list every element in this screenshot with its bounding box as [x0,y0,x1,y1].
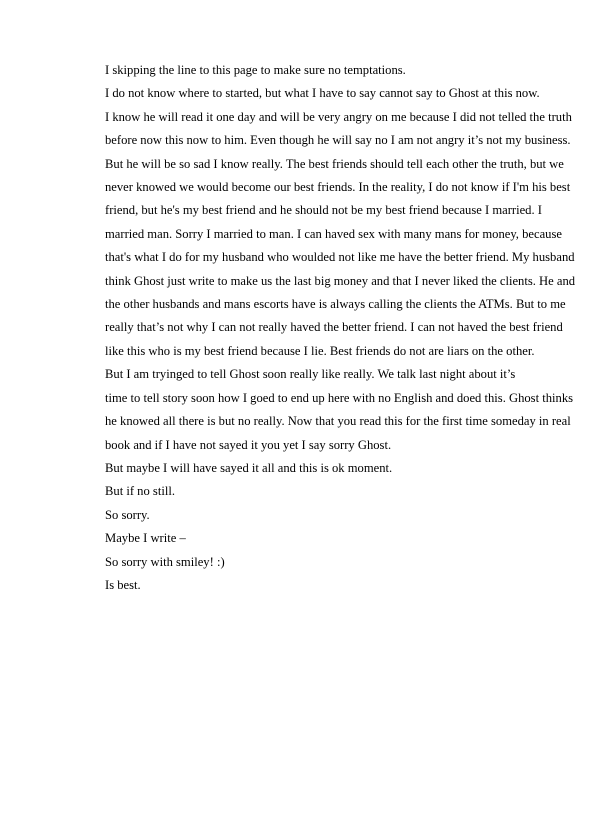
paragraph-2 [68,82,576,363]
text-line: But maybe I will have sayed it all and this is ok moment. [105,460,393,475]
text-line: married man. Sorry I married to man. I can haved sex with many mans for money, because [105,226,562,241]
text-line: that's what I do for my husband who woulded not like me have the better friend. My husband [105,250,575,265]
text-line: But if no still. [105,484,175,499]
text-line: never knowed we would become our best friends. In the reality, I do not know if I'm his best [105,180,571,195]
text-line: like this who is my best friend because I lie. Best friends do not are liars on the other. [105,343,535,358]
paragraph-3 [68,363,574,457]
paragraph-5 [68,480,548,503]
text-line: I do not know where to started, but what I have to say cannot say to Ghost at this now. [105,86,540,101]
text-line: before now this now to him. Even though he will say no I am not angry it’s not my business. [105,133,571,148]
text-line: he knowed all there is but no really. Now that you read this for the first time someday in real [105,414,571,429]
text-line: friend, but he's my best friend and he should not be my best friend because I married. I [105,203,542,218]
paragraph-6 [68,504,548,527]
text-line: the other husbands and mans escorts have is always calling the clients the ATMs. But to me [105,297,566,312]
text-line: Maybe I write – [105,531,186,546]
paragraph-1 [68,59,548,82]
text-line: So sorry. [105,507,150,522]
paragraph-8 [68,551,548,574]
text-line: But he will be so sad I know really. The best friends should tell each other the truth, but we [105,156,564,171]
text-line: So sorry with smiley! :) [105,554,225,569]
text-line: I know he will read it one day and will be very angry on me because I did not telled the truth [105,109,572,124]
text-line: really that’s not why I can not really haved the better friend. I can not haved the best friend [105,320,563,335]
paragraph-4 [68,457,548,480]
text-line: book and if I have not sayed it you yet I say sorry Ghost. [105,437,392,452]
paragraph-9 [68,574,548,597]
paragraph-7 [68,527,548,550]
text-line: Is best. [105,577,141,592]
body-text [68,59,576,597]
text-line: think Ghost just write to make us the last big money and that I never liked the clients. He and [105,273,576,288]
text-line: I skipping the line to this page to make sure no temptations. [105,63,406,77]
text-line: time to tell story soon how I goed to end up here with no English and doed this. Ghost thinks [105,390,574,405]
text-line: But I am tryinged to tell Ghost soon really like really. We talk last night about it’s [105,367,516,382]
